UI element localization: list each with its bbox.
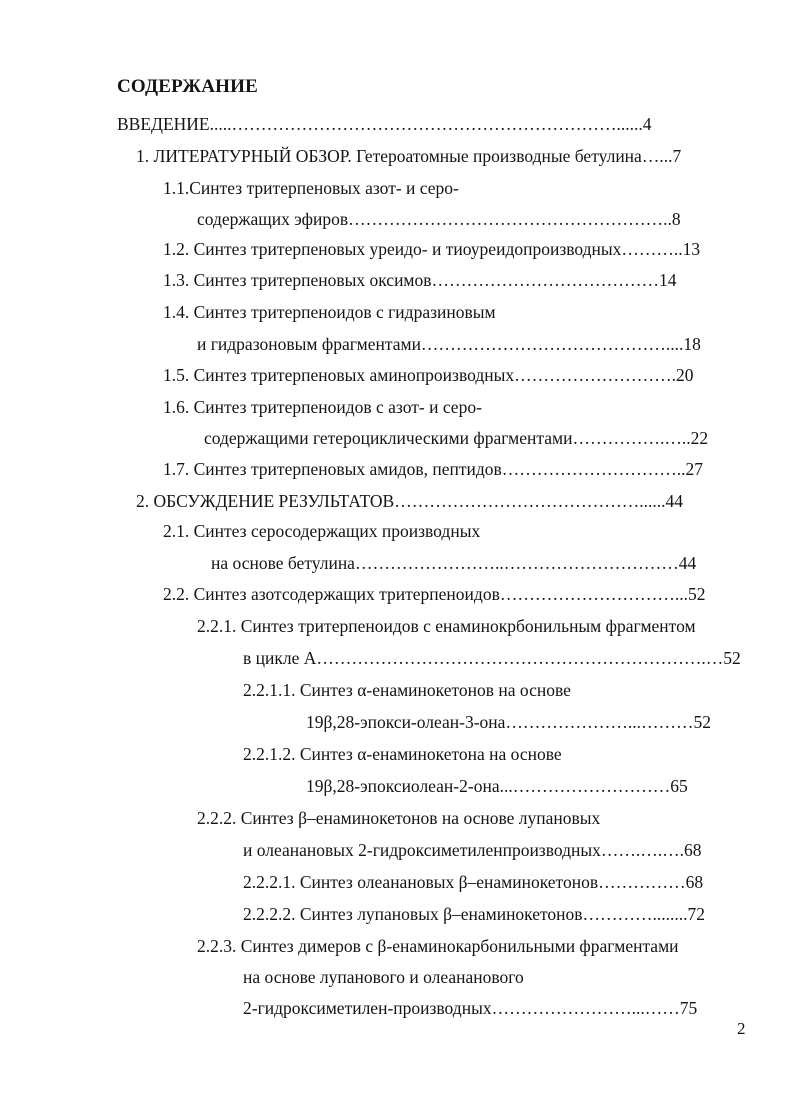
toc-entry: на основе лупанового и олеананового bbox=[243, 967, 524, 987]
toc-entry: 1.4. Синтез тритерпеноидов с гидразиновым bbox=[163, 302, 496, 322]
toc-entry: 2.1. Синтез серосодержащих производных bbox=[163, 521, 481, 541]
page-number: 2 bbox=[737, 1019, 746, 1038]
toc-entry: 1.1.Синтез тритерпеновых азот- и серо- bbox=[163, 178, 459, 198]
toc-entry: 2.2.2.2. Синтез лупановых β–енаминокетонов…………........72 bbox=[243, 904, 706, 924]
toc-entry: 2.2.3. Синтез димеров с β-енаминокарбонильными фрагментами bbox=[197, 936, 679, 956]
toc-entry: 2.2.1. Синтез тритерпеноидов с енаминокрбонильным фрагментом bbox=[197, 616, 696, 636]
toc-entry: и гидразоновым фрагментами……………………………………....18 bbox=[197, 334, 701, 354]
toc-entry: 2.2. Синтез азотсодержащих тритерпеноидов…………………………...52 bbox=[163, 584, 706, 604]
toc-entry: 1. ЛИТЕРАТУРНЫЙ ОБЗОР. Гетероатомные производные бетулина…...7 bbox=[136, 146, 682, 166]
toc-entry: 1.5. Синтез тритерпеновых аминопроизводных……………………….20 bbox=[163, 365, 694, 385]
toc-entry: 2.2.1.2. Синтез α-енаминокетона на основе bbox=[243, 744, 562, 764]
toc-entry: 2.2.2. Синтез β–енаминокетонов на основе лупановых bbox=[197, 808, 601, 828]
page-title: СОДЕРЖАНИЕ bbox=[117, 76, 258, 97]
toc-entry: содержащих эфиров………………………………………………..8 bbox=[197, 209, 681, 229]
toc-entry: на основе бетулина……………………..…………………………44 bbox=[211, 553, 697, 573]
toc-entry: 19β,28-эпоксиолеан-2-она...………………………65 bbox=[306, 776, 688, 796]
toc-entry: 1.2. Синтез тритерпеновых уреидо- и тиоуреидопроизводных………..13 bbox=[163, 239, 701, 259]
toc-entry: 1.6. Синтез тритерпеноидов с азот- и серо- bbox=[163, 397, 482, 417]
toc-entry: 2-гидроксиметилен-производных……………………...……75 bbox=[243, 998, 698, 1018]
toc-entry: и олеанановых 2-гидроксиметиленпроизводных…….….….68 bbox=[243, 840, 702, 860]
toc-entry: содержащими гетероциклическими фрагментами…………….…..22 bbox=[204, 428, 709, 448]
toc-entry: 1.7. Синтез тритерпеновых амидов, пептидов…………………………..27 bbox=[163, 459, 704, 479]
toc-entry: 2.2.1.1. Синтез α-енаминокетонов на основе bbox=[243, 680, 571, 700]
toc-entry: 2. ОБСУЖДЕНИЕ РЕЗУЛЬТАТОВ……………………………………......44 bbox=[136, 491, 683, 511]
toc-entry: 2.2.2.1. Синтез олеанановых β–енаминокетонов……………68 bbox=[243, 872, 704, 892]
toc-entry: в цикле А………………………………………………………….…52 bbox=[243, 648, 741, 668]
toc-entry: ВВЕДЕНИЕ.....…………………………………………………………......4 bbox=[117, 114, 652, 134]
toc-entry: 1.3. Синтез тритерпеновых оксимов…………………………………14 bbox=[163, 270, 677, 290]
toc-entry: 19β,28-эпокси-олеан-3-она…………………...………52 bbox=[306, 712, 712, 732]
